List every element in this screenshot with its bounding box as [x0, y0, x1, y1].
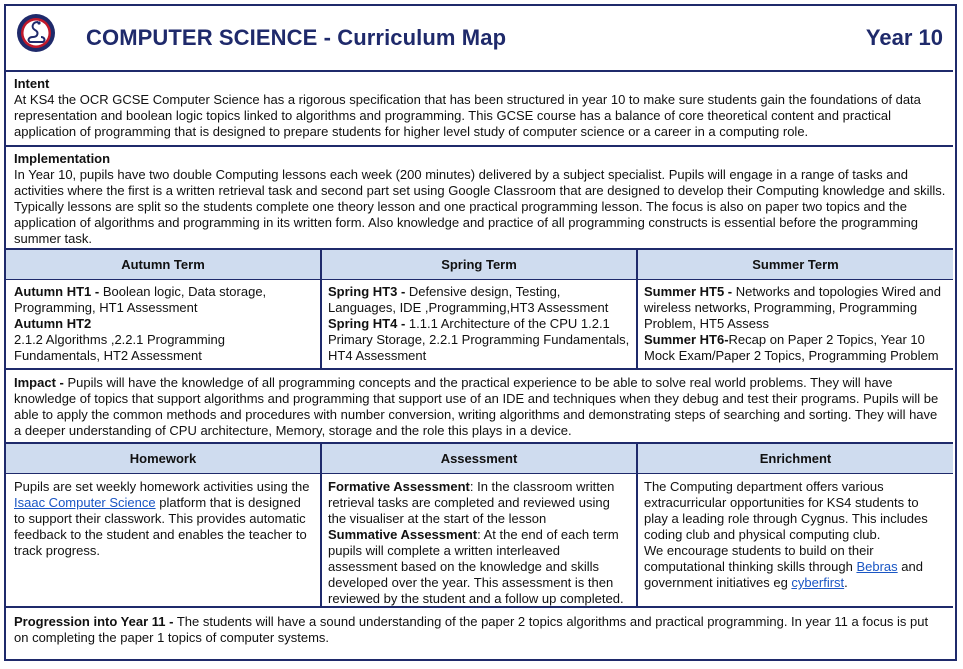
enrichment-cell	[644, 479, 944, 591]
divider	[4, 70, 953, 72]
intent-heading: Intent	[14, 76, 50, 91]
summative-label: Summative Assessment	[328, 527, 478, 542]
bebras-link[interactable]: Bebras	[856, 559, 898, 574]
cyberfirst-link[interactable]: cyberfirst	[791, 575, 845, 590]
summer-term-header: Summer Term	[638, 250, 953, 279]
assessment-cell	[328, 479, 630, 607]
summer-term-cell	[644, 284, 947, 364]
autumn-ht2-text: 2.1.2 Algorithms ,2.2.1 Programming Fundamentals, HT2 Assessment	[14, 332, 225, 363]
spring-term-cell	[328, 284, 630, 364]
divider	[4, 145, 953, 147]
summer-ht6-label: Summer HT6-	[644, 332, 729, 347]
impact-section	[14, 375, 946, 439]
spring-term-header: Spring Term	[322, 250, 636, 279]
divider	[4, 368, 953, 370]
implementation-text: In Year 10, pupils have two double Computing lessons each week (200 minutes) delivered by a subject specialist. Pupils will engage in a range of tasks and activities where the first is a written retrieval task and second part set using Google Classroom that are designed to develop their Computing knowledge and skills. Typically lessons are split so the students complete one theory lesson and one practical programming lesson. The focus is also on paper two topics and the application of algorithms and programming in its written form. Also knowledge and practice of all programming constructs is essential before the programming summer task.	[14, 167, 946, 246]
intent-text: At KS4 the OCR GCSE Computer Science has a rigorous specification that has been structured in year 10 to make sure students gain the foundations of data representation and boolean logic topics linked to algorithms and programming. This GCSE course has a balance of core theoretical content and practical application of programming that is designed to prepare students for higher level study of computer science or a career in a computing role.	[14, 92, 921, 139]
enrichment-text-after: .	[844, 575, 848, 590]
impact-label: Impact -	[14, 375, 64, 390]
progression-text: The students will have a sound understanding of the paper 2 topics algorithms and practical programming. In year 11 a focus is put on completing the paper 1 topics of computer systems.	[14, 614, 929, 645]
formative-label: Formative Assessment	[328, 479, 470, 494]
homework-header: Homework	[6, 444, 320, 473]
autumn-ht2-label: Autumn HT2	[14, 316, 92, 331]
spring-ht3-label: Spring HT3 -	[328, 284, 406, 299]
formative-text: : In the classroom written retrieval tasks are completed and reviewed using the visualiser at the start of the lesson	[328, 479, 615, 526]
page-title: COMPUTER SCIENCE - Curriculum Map	[86, 25, 507, 50]
progression-section	[14, 614, 946, 646]
progression-label: Progression into Year 11 -	[14, 614, 174, 629]
homework-text-after: platform that is designed to support their classwork. This provides automatic feedback to the student and enables the teacher to track progress.	[14, 495, 307, 558]
spring-ht3-text: Defensive design, Testing, Languages, IDE ,Programming,HT3 Assessment	[328, 284, 609, 315]
intent-section	[14, 76, 946, 140]
summer-ht5-label: Summer HT5 -	[644, 284, 733, 299]
year-label: Year 10	[865, 25, 943, 50]
enrichment-paragraph-1: The Computing department offers various extracurricular opportunities for KS4 students to play a leading role through Cygnus. This includes coding club and physical computing club.	[644, 479, 928, 542]
summative-text: : At the end of each term pupils will complete a written interleaved assessment based on the knowledge and skills developed over the year. This assessment is then reviewed by the student and a follow up completed.	[328, 527, 624, 606]
implementation-heading: Implementation	[14, 151, 111, 166]
autumn-term-header: Autumn Term	[6, 250, 320, 279]
implementation-section	[14, 151, 946, 247]
impact-text: Pupils will have the knowledge of all programming concepts and the practical experience to be able to solve real world problems. They will have knowledge of topics that support algorithms and programming that support use of an IDE and techniques when they debug and test their programs. Pupils will be able to apply the common methods and procedures with number conversion, writing algorithms and demonstrating steps of searching and sorting. They will have a deeper understanding of CPU architecture, Memory, storage and the role this plays in a device.	[14, 375, 939, 438]
homework-cell	[14, 479, 314, 559]
assessment-header: Assessment	[322, 444, 636, 473]
autumn-ht1-text: Boolean logic, Data storage, Programming, HT1 Assessment	[14, 284, 267, 315]
homework-text-before: Pupils are set weekly homework activities using the	[14, 479, 310, 494]
autumn-term-cell	[14, 284, 314, 364]
enrichment-text-middle: and government initiatives eg	[644, 559, 923, 590]
enrichment-header: Enrichment	[638, 444, 953, 473]
isaac-computer-science-link[interactable]: Isaac Computer Science	[14, 495, 156, 510]
summer-ht5-text: Networks and topologies Wired and wireless networks, Programming, Programming Problem, HT5 Assess	[644, 284, 941, 331]
spring-ht4-label: Spring HT4 -	[328, 316, 406, 331]
autumn-ht1-label: Autumn HT1 -	[14, 284, 100, 299]
swan-logo-icon	[16, 13, 56, 53]
enrichment-text-before: We encourage students to build on their computational thinking skills through	[644, 543, 874, 574]
spring-ht4-text: 1.1.1 Architecture of the CPU 1.2.1 Primary Storage, 2.2.1 Programming Fundamentals, HT4 Assessment	[328, 316, 630, 363]
summer-ht6-text: Recap on Paper 2 Topics, Year 10 Mock Exam/Paper 2 Topics, Programming Problem	[644, 332, 939, 363]
